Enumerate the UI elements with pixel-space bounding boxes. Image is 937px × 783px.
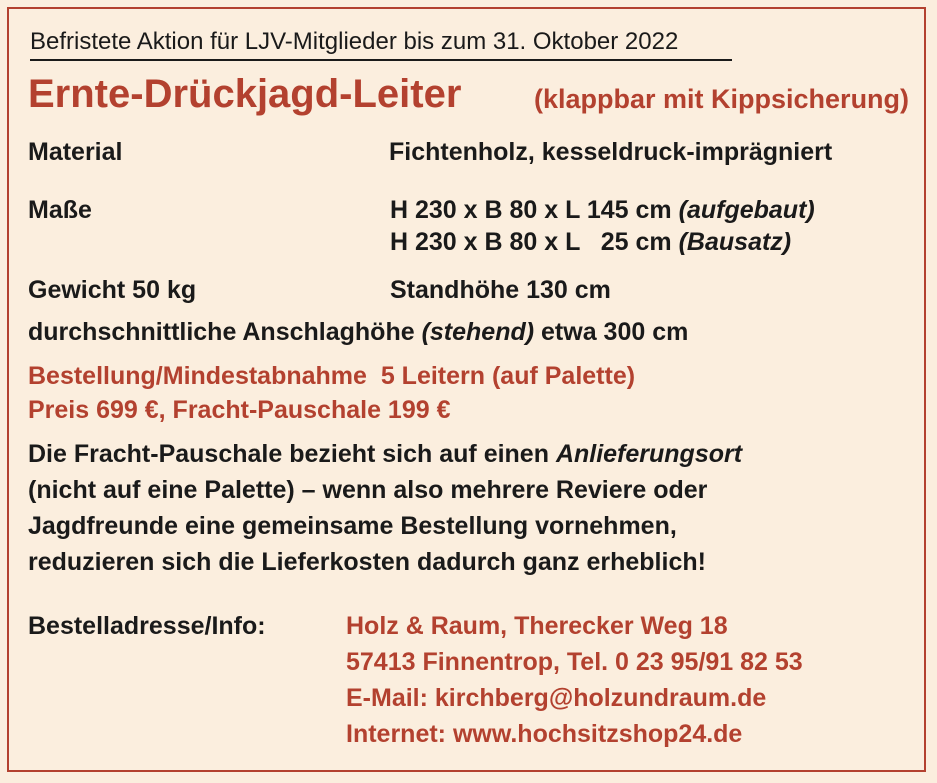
preis-line: Preis 699 €, Fracht-Pauschale 199 € — [28, 396, 451, 424]
paragraph-line-2: (nicht auf eine Palette) – wenn also mehrere Reviere oder — [28, 476, 708, 504]
masse-row-1 — [390, 196, 815, 225]
product-subtitle: (klappbar mit Kippsicherung) — [534, 84, 910, 114]
promo-line-text: Befristete Aktion für LJV-Mitglieder bis zum 31. Oktober 2022 — [30, 28, 679, 55]
anschlag-pre: durchschnittliche Anschlaghöhe — [28, 318, 422, 346]
anschlag-post: etwa 300 cm — [534, 318, 689, 346]
masse-row-2-note: (Bausatz) — [678, 228, 792, 256]
standhoehe: Standhöhe 130 cm — [390, 276, 611, 304]
address-line-email[interactable]: E-Mail: kirchberg@holzundraum.de — [346, 684, 767, 712]
anschlag-italic: (stehend) — [421, 318, 535, 346]
masse-row-2-dims: H 230 x B 80 x L 25 cm — [390, 228, 672, 256]
masse-row-1-dims: H 230 x B 80 x L 145 cm — [390, 196, 672, 224]
material-label: Material — [28, 138, 123, 166]
masse-row-2 — [390, 228, 791, 257]
product-title: Ernte-Drückjagd-Leiter — [28, 72, 462, 116]
address-label: Bestelladresse/Info: — [28, 612, 266, 640]
masse-row-1-note: (aufgebaut) — [678, 196, 815, 224]
bestellung-line: Bestellung/Mindestabnahme 5 Leitern (auf Palette) — [28, 362, 636, 390]
promo-underline — [30, 59, 732, 61]
paragraph-line-1 — [28, 436, 742, 472]
paragraph-line-3: Jagdfreunde eine gemeinsame Bestellung vornehmen, — [28, 512, 677, 540]
paragraph-line-1-italic: Anlieferungsort — [555, 440, 743, 468]
paragraph-line-4: reduzieren sich die Lieferkosten dadurch ganz erheblich! — [28, 548, 706, 576]
address-line-phone: 57413 Finnentrop, Tel. 0 23 95/91 82 53 — [346, 648, 803, 676]
paragraph-line-1-text: Die Fracht-Pauschale bezieht sich auf einen — [28, 440, 556, 468]
material-value: Fichtenholz, kesseldruck-imprägniert — [389, 138, 833, 166]
address-line-company: Holz & Raum, Therecker Weg 18 — [346, 612, 728, 640]
gewicht: Gewicht 50 kg — [28, 276, 197, 304]
freight-paragraph — [28, 436, 742, 580]
anschlaghoehe — [28, 318, 688, 347]
address-block — [346, 608, 803, 752]
masse-label: Maße — [28, 196, 92, 224]
address-line-website[interactable]: Internet: www.hochsitzshop24.de — [346, 720, 743, 748]
